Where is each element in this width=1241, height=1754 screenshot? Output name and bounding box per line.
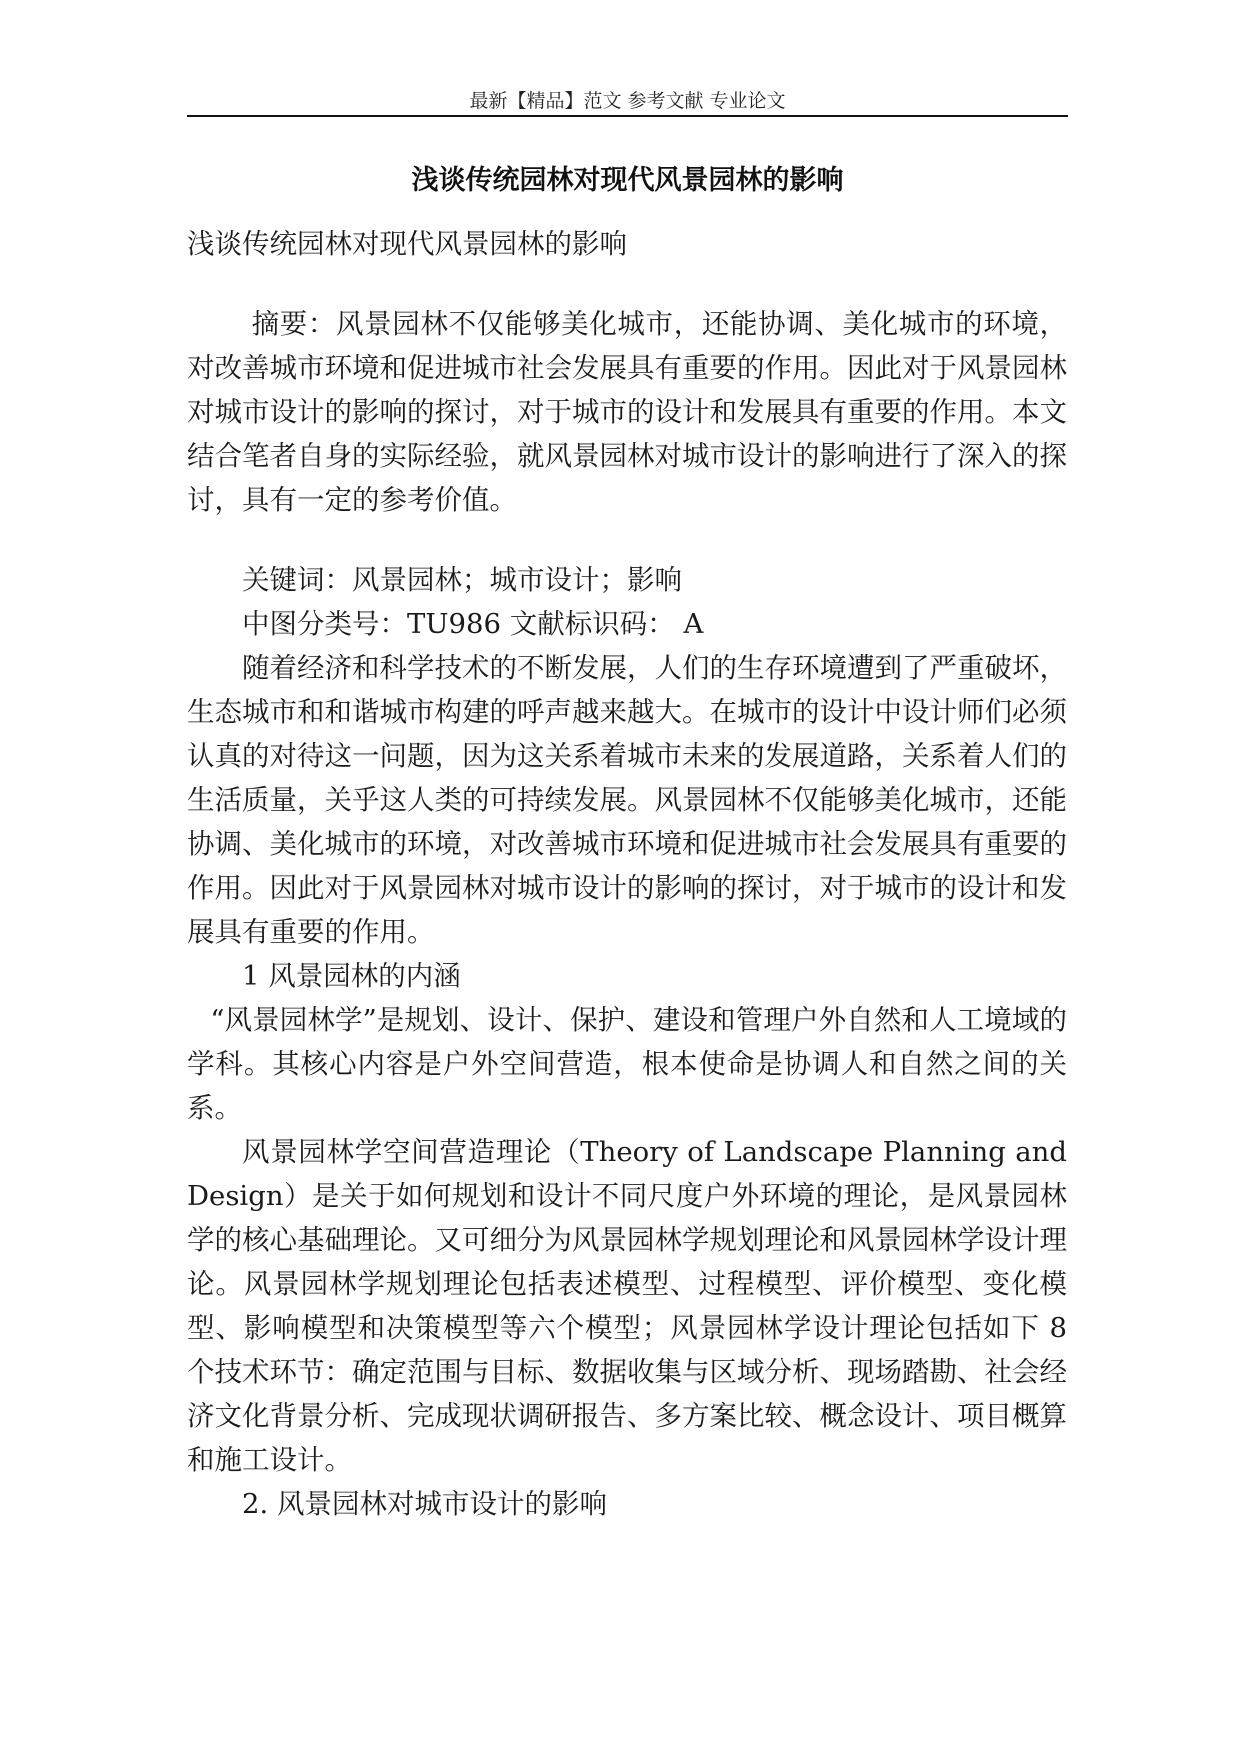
page-header: 最新【精品】范文 参考文献 专业论文 xyxy=(469,90,786,112)
intro-paragraph: 随着经济和科学技术的不断发展，人们的生存环境遭到了严重破坏，生态城市和和谐城市构建的呼声越来越大。在城市的设计中设计师们必须认真的对待这一问题，因为这关系着城市未来的发展道路，关系着人们的生活质量，关乎这人类的可持续发展。风景园林不仅能够美化城市，还能协调、美化城市的环境，对改善城市环境和促进城市社会发展具有重要的作用。因此对于风景园林对城市设计的影响的探讨，对于城市的设计和发展具有重要的作用。 xyxy=(187,652,1067,948)
document-body xyxy=(187,222,1067,1526)
classification-line: 中图分类号：TU986 文献标识码： A xyxy=(242,608,704,640)
section-1-heading: 1 风景园林的内涵 xyxy=(242,960,461,992)
keywords-line: 关键词：风景园林；城市设计；影响 xyxy=(242,564,682,596)
header-divider xyxy=(187,115,1068,117)
section-2-heading: 2. 风景园林对城市设计的影响 xyxy=(242,1488,607,1520)
abstract-paragraph: 摘要：风景园林不仅能够美化城市，还能协调、美化城市的环境，对改善城市环境和促进城市社会发展具有重要的作用。因此对于风景园林对城市设计的影响的探讨，对于城市的设计和发展具有重要的作用。本文结合笔者自身的实际经验，就风景园林对城市设计的影响进行了深入的探讨，具有一定的参考价值。 xyxy=(187,308,1067,516)
section-1-paragraph-1: “风景园林学”是规划、设计、保护、建设和管理户外自然和人工境域的学科。其核心内容是户外空间营造，根本使命是协调人和自然之间的关系。 xyxy=(187,1004,1067,1124)
section-1-paragraph-2: 风景园林学空间营造理论（Theory of Landscape Planning and Design）是关于如何规划和设计不同尺度户外环境的理论，是风景园林学的核心基础理论。又可细分为风景园林学规划理论和风景园林学设计理论。风景园林学规划理论包括表述模型、过程模型、评价模型、变化模型、影响模型和决策模型等六个模型；风景园林学设计理论包括如下 8 个技术环节：确定范围与目标、数据收集与区域分析、现场踏勘、社会经济文化背景分析、完成现状调研报告、多方案比较、概念设计、项目概算和施工设计。 xyxy=(187,1136,1067,1476)
document-subtitle: 浅谈传统园林对现代风景园林的影响 xyxy=(187,228,627,260)
document-title: 浅谈传统园林对现代风景园林的影响 xyxy=(411,165,844,196)
